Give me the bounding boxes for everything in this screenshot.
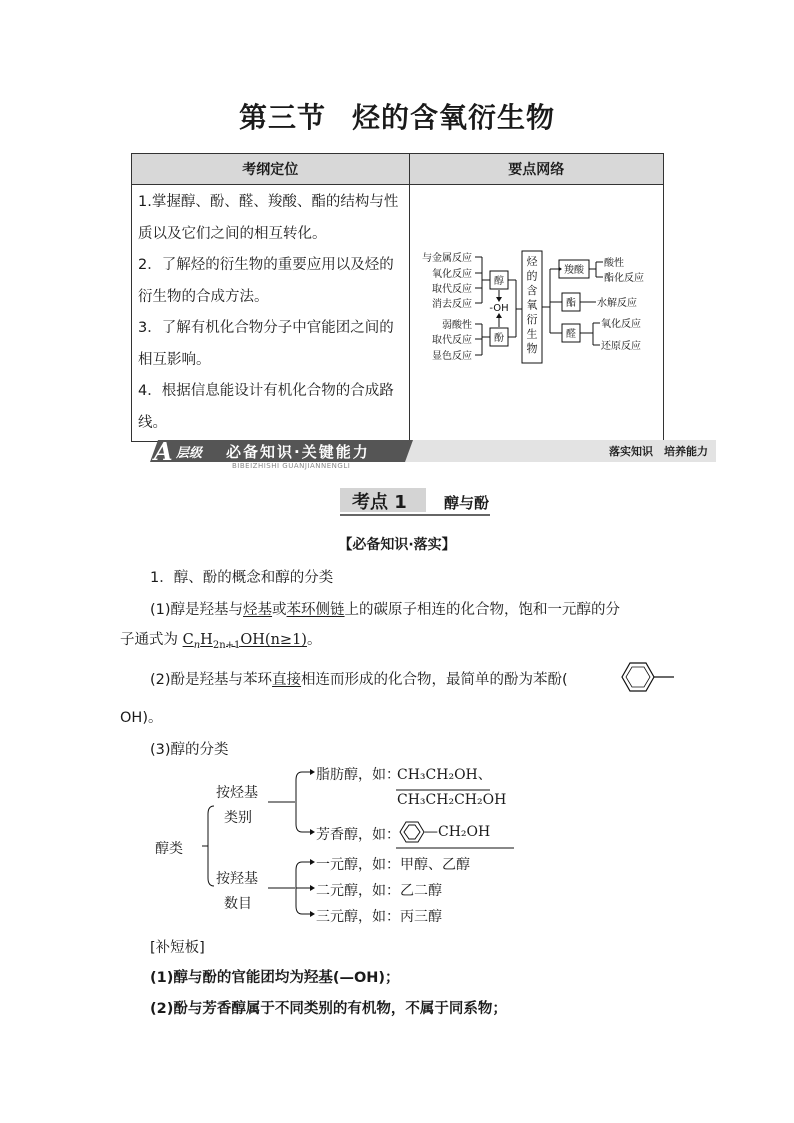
tree-dihydric: 二元醇，如：乙二醇 [316, 883, 442, 899]
objective-item: 4．根据信息能设计有机化合物的合成路线。 [138, 383, 394, 431]
fill-blank: 直接 [272, 672, 302, 688]
net-prop: 还原反应 [600, 341, 641, 352]
benzene-ring-icon [612, 658, 676, 698]
title-section-number: 第三节 [238, 101, 326, 134]
text-run: OH [240, 632, 265, 648]
net-node-phenol: 酚 [493, 333, 504, 344]
text-run: H [200, 632, 213, 648]
net-center-char: 氧 [526, 298, 537, 312]
general-formula [182, 632, 307, 651]
net-left-label: 显色反应 [431, 351, 472, 362]
net-center-char: 物 [526, 342, 537, 355]
kaodian-badge [340, 488, 426, 512]
net-node-oh: -OH [488, 303, 509, 314]
banner-title: 必备知识·关键能力 [226, 443, 370, 461]
tree-trihydric: 三元醇，如：丙三醇 [316, 909, 442, 925]
tree-root: 醇类 [155, 841, 183, 857]
tree-aromatic: 芳香醇，如： [316, 827, 400, 843]
paragraph-alcohol-formula [120, 628, 321, 651]
net-left-label: 取代反应 [431, 284, 472, 295]
text-run: (n≥1) [264, 632, 307, 648]
kaodian-label: 考点 1 [352, 492, 407, 513]
point-1-heading: 1．醇、酚的概念和醇的分类 [150, 570, 334, 586]
net-left-label: 取代反应 [431, 335, 472, 346]
net-left-label: 与金属反应 [421, 253, 472, 264]
tree-aliphatic: 脂肪醇，如： [316, 767, 400, 783]
text-run: 或 [272, 602, 287, 618]
outline-table [131, 153, 664, 442]
outline-objectives [132, 185, 410, 442]
net-center-char: 生 [526, 327, 537, 341]
banner-slogan: 落实知识 培养能力 [609, 445, 708, 458]
section-heading: 【必备知识·落实】 [338, 537, 456, 553]
text-run: 。 [306, 632, 322, 648]
tree-branch-hydrocarbon: 按烃基 [216, 785, 258, 801]
objective-item: 3．了解有机化合物分子中官能团之间的相互影响。 [138, 320, 394, 368]
text-run: 子通式为 [120, 632, 183, 648]
paragraph-phenol-def [150, 668, 568, 689]
text-run: (2)酚是羟基与苯环 [150, 672, 273, 688]
net-node-aldehyde: 醛 [565, 329, 576, 340]
net-left-label: 消去反应 [431, 299, 472, 310]
title-section-name: 烃的含氧衍生物 [352, 101, 556, 134]
outline-header-right: 要点网络 [409, 154, 664, 185]
text-run: 上的碳原子相连的化合物，饱和一元醇的分 [344, 602, 621, 618]
supplement-item-1: (1)醇与酚的官能团均为羟基(—OH)； [150, 970, 400, 986]
knowledge-network-diagram [410, 185, 665, 430]
tree-aliphatic-ex1: CH₃CH₂OH、 [397, 767, 492, 783]
net-center-char: 的 [526, 269, 537, 283]
knowledge-network-cell [409, 185, 664, 442]
paragraph-alcohol-def [150, 598, 620, 619]
net-node-acid: 羧酸 [563, 265, 584, 276]
net-node-ester: 酯 [565, 298, 576, 309]
fill-blank: 苯环侧链 [286, 602, 345, 618]
tree-branch-hydroxyl: 按羟基 [216, 871, 258, 887]
text-run: 相连而形成的化合物，最简单的酚为苯酚( [301, 672, 568, 688]
tree-monohydric: 一元醇，如：甲醇、乙醇 [316, 857, 470, 873]
net-left-label: 氧化反应 [431, 269, 472, 280]
text-run: (1)醇是羟基与 [150, 602, 244, 618]
text-run: C [182, 632, 194, 648]
phenol-oh-tail: OH)。 [120, 710, 163, 726]
supplement-item-2: (2)酚与芳香醇属于不同类别的有机物，不属于同系物； [150, 1001, 507, 1017]
outline-header-left: 考纲定位 [132, 154, 410, 185]
tree-branch-hydrocarbon-2: 类别 [224, 810, 252, 826]
net-node-center [526, 254, 538, 355]
net-prop: 酸性 [603, 258, 624, 269]
classification-heading: (3)醇的分类 [150, 742, 229, 758]
banner-letter: A [154, 437, 173, 466]
net-center-char: 衍 [526, 313, 537, 326]
net-prop: 氧化反应 [600, 319, 641, 330]
tree-aromatic-ex: —CH₂OH [424, 824, 491, 840]
kaodian-underline [340, 514, 490, 516]
banner-pinyin: BIBEIZHISHI GUANJIANNENGLI [232, 462, 351, 470]
text-run: n [193, 639, 201, 651]
net-center-char: 烃 [526, 255, 537, 268]
banner-level: 层级 [176, 446, 203, 461]
objective-item: 1.掌握醇、酚、醛、羧酸、酯的结构与性质以及它们之间的相互转化。 [138, 194, 399, 242]
net-prop: 酯化反应 [603, 273, 644, 284]
net-left-label: 弱酸性 [441, 320, 472, 331]
alcohol-classification-tree [150, 760, 530, 930]
objective-item: 2．了解烃的衍生物的重要应用以及烃的衍生物的合成方法。 [138, 257, 394, 305]
net-node-alcohol: 醇 [493, 276, 504, 287]
tree-branch-hydroxyl-2: 数目 [224, 896, 252, 912]
text-run: 2n+1 [212, 639, 241, 651]
net-center-char: 含 [526, 284, 537, 297]
net-prop: 水解反应 [596, 298, 637, 309]
supplement-heading: [补短板] [150, 940, 205, 956]
tree-aliphatic-ex2: CH₃CH₂CH₂OH [397, 792, 507, 808]
fill-blank: 烃基 [243, 602, 273, 618]
kaodian-name: 醇与酚 [444, 494, 490, 512]
level-banner [150, 437, 716, 470]
page-title [0, 96, 794, 136]
